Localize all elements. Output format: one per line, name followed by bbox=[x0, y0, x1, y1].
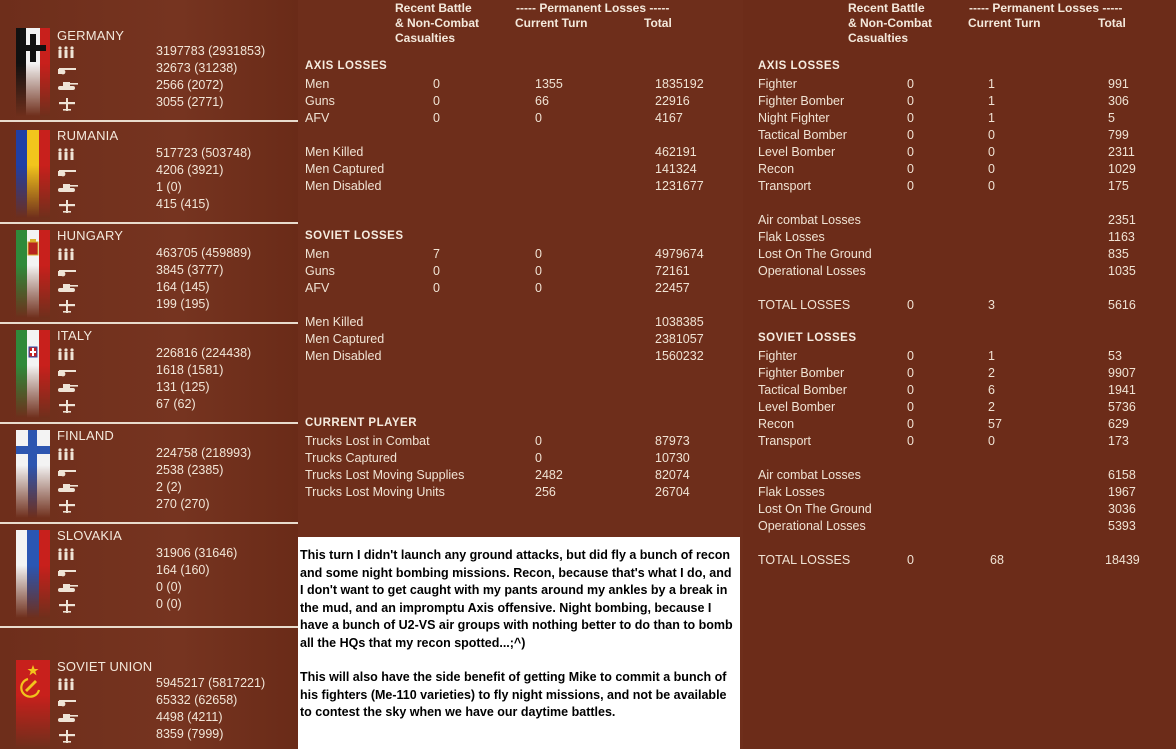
aircraft-icon bbox=[57, 729, 79, 743]
current-turn-value: 0 bbox=[535, 451, 542, 465]
recent-value: 0 bbox=[907, 145, 914, 159]
unit-loss-value: 463705 (459889) bbox=[156, 246, 252, 260]
recent-value: 0 bbox=[433, 111, 440, 125]
note-paragraph: This will also have the side benefit of getting Mike to commit a bunch of his fighters (Me-110 varieties) to fly night missions, and not be available to contest the sky when we have our daytime battles. bbox=[300, 670, 727, 719]
row-label: Flak Losses bbox=[758, 485, 825, 499]
recent-value: 0 bbox=[907, 111, 914, 125]
total-value: 4979674 bbox=[655, 247, 704, 261]
recent-value: 7 bbox=[433, 247, 440, 261]
row-label: Flak Losses bbox=[758, 230, 825, 244]
row-label: Recon bbox=[758, 417, 795, 431]
total-losses-label: TOTAL LOSSES bbox=[758, 553, 851, 567]
aircraft-icon bbox=[57, 299, 79, 313]
row-label: Operational Losses bbox=[758, 519, 866, 533]
recent-battle-header: Recent Battle & Non-Combat Casualties bbox=[395, 1, 479, 45]
nation-germany[interactable] bbox=[0, 20, 298, 122]
unit-loss-value: 31906 (31646) bbox=[156, 546, 238, 560]
men-icon bbox=[57, 248, 79, 262]
recent-value: 0 bbox=[907, 77, 914, 91]
unit-loss-value: 3197783 (2931853) bbox=[156, 44, 266, 58]
total-value: 9907 bbox=[1108, 366, 1136, 380]
total-value: 4167 bbox=[655, 111, 683, 125]
total-value: 2381057 bbox=[655, 332, 704, 346]
unit-loss-value: 131 (125) bbox=[156, 380, 210, 394]
commentary-note bbox=[298, 537, 740, 749]
nation-name: SLOVAKIA bbox=[57, 528, 122, 543]
unit-loss-value: 3055 (2771) bbox=[156, 95, 224, 109]
recent-value: 0 bbox=[907, 434, 914, 448]
current-turn-value: 1 bbox=[988, 77, 995, 91]
row-label: Guns bbox=[305, 264, 335, 278]
afv-icon bbox=[57, 182, 79, 196]
total-value: 22457 bbox=[655, 281, 690, 295]
nation-slovakia[interactable] bbox=[0, 522, 298, 628]
current-turn-value: 0 bbox=[988, 145, 995, 159]
current-turn-value: 1 bbox=[988, 94, 995, 108]
total-value: 72161 bbox=[655, 264, 690, 278]
air-losses-panel bbox=[743, 0, 1176, 749]
recent-value: 0 bbox=[907, 417, 914, 431]
afv-icon bbox=[57, 282, 79, 296]
total-value: 6158 bbox=[1108, 468, 1136, 482]
men-icon bbox=[57, 46, 79, 60]
total-value: 2351 bbox=[1108, 213, 1136, 227]
hungary-flag-icon bbox=[16, 230, 50, 318]
nation-name: FINLAND bbox=[57, 428, 115, 443]
current-turn-value: 0 bbox=[535, 434, 542, 448]
recent-value: 0 bbox=[907, 94, 914, 108]
current-turn-value: 0 bbox=[535, 264, 542, 278]
current-turn-value: 0 bbox=[988, 434, 995, 448]
nation-name: HUNGARY bbox=[57, 228, 124, 243]
axis-ground-losses-title: AXIS LOSSES bbox=[305, 60, 388, 72]
nation-hungary[interactable] bbox=[0, 222, 298, 324]
recent-value: 0 bbox=[907, 400, 914, 414]
nation-rumania[interactable] bbox=[0, 122, 298, 224]
current-turn-value: 3 bbox=[988, 298, 995, 312]
current-turn-value: 1 bbox=[988, 349, 995, 363]
unit-loss-value: 199 (195) bbox=[156, 297, 210, 311]
total-value: 1038385 bbox=[655, 315, 704, 329]
unit-loss-value: 226816 (224438) bbox=[156, 346, 252, 360]
total-value: 1560232 bbox=[655, 349, 704, 363]
unit-loss-value: 5945217 (5817221) bbox=[156, 676, 266, 690]
row-label: Transport bbox=[758, 179, 812, 193]
row-label: Tactical Bomber bbox=[758, 128, 847, 142]
current-turn-value: 2482 bbox=[535, 468, 563, 482]
unit-loss-value: 67 (62) bbox=[156, 397, 196, 411]
recent-value: 0 bbox=[907, 298, 914, 312]
recent-value: 0 bbox=[907, 366, 914, 380]
current-player-title: CURRENT PLAYER bbox=[305, 417, 418, 429]
row-label: Men Captured bbox=[305, 162, 385, 176]
row-label: Recon bbox=[758, 162, 795, 176]
row-label: Operational Losses bbox=[758, 264, 866, 278]
current-turn-value: 0 bbox=[535, 281, 542, 295]
guns-icon bbox=[57, 465, 79, 479]
men-icon bbox=[57, 148, 79, 162]
current-turn-header-air: Current Turn bbox=[968, 16, 1041, 30]
aircraft-icon bbox=[57, 199, 79, 213]
men-icon bbox=[57, 678, 79, 692]
recent-value: 0 bbox=[907, 383, 914, 397]
unit-loss-value: 3845 (3777) bbox=[156, 263, 224, 277]
current-turn-value: 2 bbox=[988, 400, 995, 414]
total-value: 1967 bbox=[1108, 485, 1136, 499]
total-value: 799 bbox=[1108, 128, 1129, 142]
total-value: 18439 bbox=[1105, 553, 1140, 567]
total-value: 26704 bbox=[655, 485, 690, 499]
current-turn-value: 0 bbox=[988, 162, 995, 176]
total-value: 629 bbox=[1108, 417, 1129, 431]
current-turn-value: 0 bbox=[535, 247, 542, 261]
unit-loss-value: 0 (0) bbox=[156, 580, 182, 594]
guns-icon bbox=[57, 565, 79, 579]
row-label: Men Killed bbox=[305, 145, 364, 159]
row-label: AFV bbox=[305, 281, 330, 295]
recent-value: 0 bbox=[433, 281, 440, 295]
total-value: 82074 bbox=[655, 468, 690, 482]
row-label: Fighter Bomber bbox=[758, 366, 845, 380]
row-label: Men bbox=[305, 77, 330, 91]
row-label: Guns bbox=[305, 94, 335, 108]
afv-icon bbox=[57, 80, 79, 94]
row-label: Air combat Losses bbox=[758, 468, 861, 482]
aircraft-icon bbox=[57, 399, 79, 413]
recent-value: 0 bbox=[907, 128, 914, 142]
row-label: Trucks Lost Moving Units bbox=[305, 485, 445, 499]
total-value: 5736 bbox=[1108, 400, 1136, 414]
row-label: Trucks Captured bbox=[305, 451, 397, 465]
axis-air-losses-title: AXIS LOSSES bbox=[758, 60, 841, 72]
italy-flag-icon bbox=[16, 330, 50, 418]
unit-loss-value: 4206 (3921) bbox=[156, 163, 224, 177]
finland-flag-icon bbox=[16, 430, 50, 518]
men-icon bbox=[57, 448, 79, 462]
current-turn-value: 1 bbox=[988, 111, 995, 125]
unit-loss-value: 415 (415) bbox=[156, 197, 210, 211]
unit-loss-value: 32673 (31238) bbox=[156, 61, 238, 75]
total-value: 991 bbox=[1108, 77, 1129, 91]
aircraft-icon bbox=[57, 599, 79, 613]
current-turn-value: 0 bbox=[535, 111, 542, 125]
nation-italy[interactable] bbox=[0, 322, 298, 424]
row-label: Lost On The Ground bbox=[758, 247, 872, 261]
total-value: 5393 bbox=[1108, 519, 1136, 533]
total-value: 1941 bbox=[1108, 383, 1136, 397]
total-value: 462191 bbox=[655, 145, 697, 159]
total-value: 1035 bbox=[1108, 264, 1136, 278]
guns-icon bbox=[57, 63, 79, 77]
total-value: 835 bbox=[1108, 247, 1129, 261]
unit-loss-value: 0 (0) bbox=[156, 597, 182, 611]
total-value: 10730 bbox=[655, 451, 690, 465]
unit-loss-value: 2 (2) bbox=[156, 480, 182, 494]
germany-flag-icon bbox=[16, 28, 50, 116]
unit-loss-value: 517723 (503748) bbox=[156, 146, 252, 160]
soviet-air-losses-title: SOVIET LOSSES bbox=[758, 332, 857, 344]
total-header: Total bbox=[644, 16, 672, 30]
nation-name: SOVIET UNION bbox=[57, 659, 153, 674]
recent-value: 0 bbox=[907, 162, 914, 176]
current-turn-value: 57 bbox=[988, 417, 1002, 431]
total-value: 5 bbox=[1108, 111, 1115, 125]
afv-icon bbox=[57, 582, 79, 596]
current-turn-value: 2 bbox=[988, 366, 995, 380]
total-value: 3036 bbox=[1108, 502, 1136, 516]
current-turn-value: 66 bbox=[535, 94, 549, 108]
aircraft-icon bbox=[57, 97, 79, 111]
afv-icon bbox=[57, 482, 79, 496]
men-icon bbox=[57, 348, 79, 362]
row-label: Lost On The Ground bbox=[758, 502, 872, 516]
current-turn-value: 0 bbox=[988, 179, 995, 193]
row-label: Air combat Losses bbox=[758, 213, 861, 227]
nation-name: GERMANY bbox=[57, 28, 125, 43]
total-value: 22916 bbox=[655, 94, 690, 108]
row-label: Night Fighter bbox=[758, 111, 830, 125]
nation-name: ITALY bbox=[57, 328, 93, 343]
nation-soviet-union[interactable] bbox=[0, 652, 298, 749]
nation-finland[interactable] bbox=[0, 422, 298, 524]
recent-value: 0 bbox=[907, 553, 914, 567]
guns-icon bbox=[57, 365, 79, 379]
unit-loss-value: 2538 (2385) bbox=[156, 463, 224, 477]
row-label: Transport bbox=[758, 434, 812, 448]
unit-loss-value: 224758 (218993) bbox=[156, 446, 252, 460]
current-turn-value: 68 bbox=[990, 553, 1004, 567]
recent-value: 0 bbox=[907, 349, 914, 363]
total-value: 173 bbox=[1108, 434, 1129, 448]
nations-panel bbox=[0, 0, 298, 749]
current-turn-value: 0 bbox=[988, 128, 995, 142]
guns-icon bbox=[57, 165, 79, 179]
total-value: 1835192 bbox=[655, 77, 704, 91]
row-label: AFV bbox=[305, 111, 330, 125]
total-value: 306 bbox=[1108, 94, 1129, 108]
row-label: Men Disabled bbox=[305, 349, 382, 363]
row-label: Men Disabled bbox=[305, 179, 382, 193]
unit-loss-value: 1618 (1581) bbox=[156, 363, 224, 377]
total-losses-label: TOTAL LOSSES bbox=[758, 298, 851, 312]
afv-icon bbox=[57, 382, 79, 396]
men-icon bbox=[57, 548, 79, 562]
slovakia-flag-icon bbox=[16, 530, 50, 618]
total-value: 2311 bbox=[1108, 145, 1135, 159]
row-label: Level Bomber bbox=[758, 400, 836, 414]
unit-loss-value: 164 (145) bbox=[156, 280, 210, 294]
unit-loss-value: 4498 (4211) bbox=[156, 710, 223, 724]
recent-value: 0 bbox=[907, 179, 914, 193]
soviet-ground-losses-title: SOVIET LOSSES bbox=[305, 230, 404, 242]
row-label: Fighter bbox=[758, 349, 797, 363]
total-header-air: Total bbox=[1098, 16, 1126, 30]
unit-loss-value: 2566 (2072) bbox=[156, 78, 224, 92]
note-paragraph: This turn I didn't launch any ground attacks, but did fly a bunch of recon and some night bombing missions. Recon, because that's what I do, and I don't want to get caught with my pants around my ankles by a break in the mud, and an impromptu Axis offensive. Night bombing, because I have a bunch of U2-VS air groups with nothing better to do than to bomb all the HQs that my recon spotted...;^) bbox=[300, 548, 733, 650]
row-label: Men bbox=[305, 247, 330, 261]
unit-loss-value: 65332 (62658) bbox=[156, 693, 238, 707]
total-value: 5616 bbox=[1108, 298, 1136, 312]
recent-battle-header-air: Recent Battle & Non-Combat Casualties bbox=[848, 1, 932, 45]
total-value: 1231677 bbox=[655, 179, 704, 193]
recent-value: 0 bbox=[433, 77, 440, 91]
total-value: 53 bbox=[1108, 349, 1122, 363]
current-turn-value: 6 bbox=[988, 383, 995, 397]
row-label: Men Captured bbox=[305, 332, 385, 346]
row-label: Tactical Bomber bbox=[758, 383, 847, 397]
total-value: 1163 bbox=[1108, 230, 1135, 244]
total-value: 1029 bbox=[1108, 162, 1136, 176]
unit-loss-value: 1 (0) bbox=[156, 180, 182, 194]
permanent-losses-header-air: ----- Permanent Losses ----- bbox=[969, 1, 1123, 15]
current-turn-value: 256 bbox=[535, 485, 556, 499]
nation-name: RUMANIA bbox=[57, 128, 119, 143]
total-value: 87973 bbox=[655, 434, 690, 448]
row-label: Level Bomber bbox=[758, 145, 836, 159]
unit-loss-value: 270 (270) bbox=[156, 497, 210, 511]
row-label: Fighter bbox=[758, 77, 797, 91]
unit-loss-value: 164 (160) bbox=[156, 563, 210, 577]
permanent-losses-header: ----- Permanent Losses ----- bbox=[516, 1, 670, 15]
row-label: Fighter Bomber bbox=[758, 94, 845, 108]
row-label: Trucks Lost in Combat bbox=[305, 434, 430, 448]
current-turn-header: Current Turn bbox=[515, 16, 588, 30]
soviet-flag-icon bbox=[16, 660, 50, 748]
guns-icon bbox=[57, 265, 79, 279]
unit-loss-value: 8359 (7999) bbox=[156, 727, 224, 741]
total-value: 175 bbox=[1108, 179, 1129, 193]
rumania-flag-icon bbox=[16, 130, 50, 218]
aircraft-icon bbox=[57, 499, 79, 513]
row-label: Trucks Lost Moving Supplies bbox=[305, 468, 465, 482]
row-label: Men Killed bbox=[305, 315, 364, 329]
recent-value: 0 bbox=[433, 94, 440, 108]
guns-icon bbox=[57, 695, 79, 709]
current-turn-value: 1355 bbox=[535, 77, 563, 91]
afv-icon bbox=[57, 712, 79, 726]
recent-value: 0 bbox=[433, 264, 440, 278]
total-value: 141324 bbox=[655, 162, 697, 176]
